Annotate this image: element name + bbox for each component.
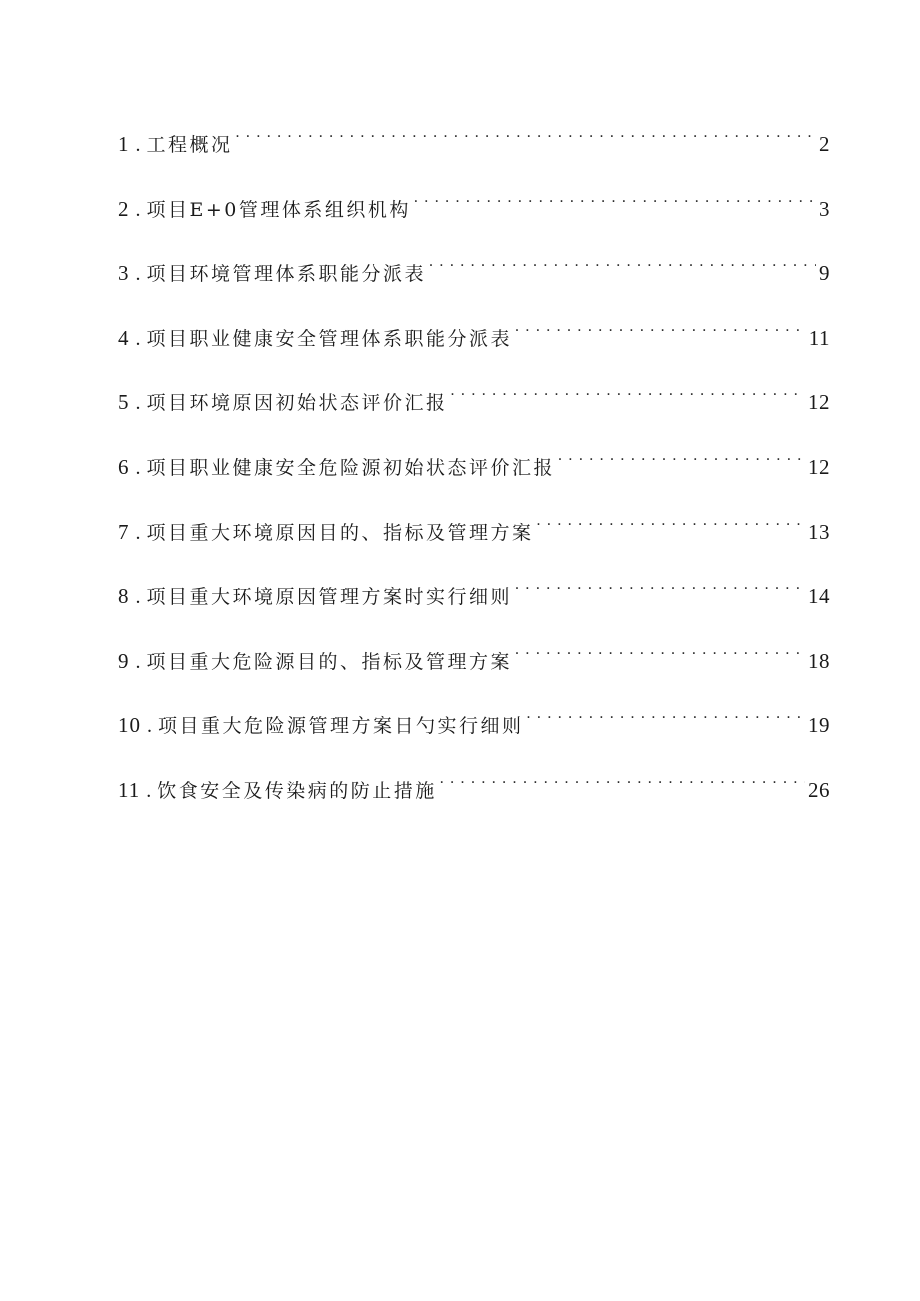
toc-entry-title: 项目环境管理体系职能分派表	[146, 263, 427, 286]
toc-entry-page: 3	[819, 196, 830, 221]
toc-entry-number: 9	[118, 648, 130, 673]
toc-entry-page: 19	[808, 713, 830, 738]
toc-entry-number: 6	[118, 454, 130, 479]
toc-entry-8[interactable]	[118, 578, 830, 643]
table-of-contents	[118, 126, 830, 837]
toc-entry-title: 项目重大环境原因目的、指标及管理方案	[146, 521, 534, 544]
toc-entry-4[interactable]	[118, 320, 830, 385]
toc-entry-title: 工程概况	[146, 134, 233, 156]
toc-dot-leader	[451, 390, 805, 409]
toc-entry-title: 项目环境原因初始状态评价汇报	[146, 392, 448, 415]
toc-entry-page: 11	[808, 325, 830, 350]
toc-dot-leader	[515, 584, 805, 603]
toc-entry-number: 8	[118, 584, 130, 609]
toc-entry-page: 9	[819, 261, 830, 286]
toc-entry-number: 2	[118, 196, 130, 221]
toc-entry-10[interactable]	[118, 707, 830, 772]
toc-dot-leader	[236, 132, 816, 151]
toc-entry-page: 14	[808, 584, 830, 609]
toc-dot-leader	[515, 649, 805, 668]
toc-entry-separator: .	[135, 521, 141, 544]
toc-entry-title: 项目职业健康安全危险源初始状态评价汇报	[146, 456, 556, 479]
toc-entry-1[interactable]	[118, 126, 830, 191]
toc-dot-leader	[558, 455, 805, 474]
toc-entry-title: 项目重大危险源管理方案日勺实行细则	[158, 715, 524, 738]
toc-entry-page: 18	[808, 648, 830, 673]
toc-entry-title: 项目重大环境原因管理方案时实行细则	[146, 586, 513, 609]
toc-entry-5[interactable]	[118, 384, 830, 449]
toc-entry-separator: .	[135, 198, 141, 221]
toc-entry-7[interactable]	[118, 514, 830, 579]
toc-entry-separator: .	[135, 586, 141, 609]
toc-entry-page: 26	[808, 777, 830, 802]
toc-dot-leader	[537, 520, 805, 539]
toc-entry-separator: .	[146, 779, 152, 802]
toc-entry-11[interactable]	[118, 772, 830, 837]
toc-dot-leader	[414, 197, 816, 216]
toc-entry-separator: .	[147, 715, 152, 738]
toc-entry-number: 7	[118, 519, 130, 544]
toc-entry-number: 4	[118, 325, 130, 350]
toc-entry-page: 12	[808, 390, 830, 415]
toc-entry-page: 2	[819, 132, 830, 156]
toc-entry-number: 5	[118, 390, 130, 415]
toc-entry-number: 11	[118, 777, 141, 802]
toc-entry-separator: .	[135, 650, 141, 673]
toc-entry-separator: .	[135, 134, 141, 156]
toc-entry-number: 10	[118, 713, 141, 738]
toc-entry-9[interactable]	[118, 643, 830, 708]
toc-entry-2[interactable]	[118, 191, 830, 256]
toc-dot-leader	[429, 261, 816, 280]
toc-dot-leader	[527, 713, 805, 732]
toc-entry-page: 12	[808, 454, 830, 479]
toc-entry-number: 1	[118, 132, 130, 156]
toc-entry-3[interactable]	[118, 255, 830, 320]
toc-entry-title: 饮食安全及传染病的防止措施	[157, 779, 437, 802]
toc-entry-separator: .	[135, 327, 141, 350]
toc-entry-title: 项目E+0管理体系组织机构	[146, 198, 411, 221]
toc-entry-separator: .	[135, 392, 141, 415]
toc-entry-title: 项目重大危险源目的、指标及管理方案	[146, 650, 513, 673]
toc-entry-separator: .	[135, 263, 141, 286]
toc-dot-leader	[515, 326, 806, 345]
toc-entry-page: 13	[808, 519, 830, 544]
toc-entry-title: 项目职业健康安全管理体系职能分派表	[146, 327, 513, 350]
toc-entry-6[interactable]	[118, 449, 830, 514]
toc-entry-number: 3	[118, 261, 130, 286]
toc-entry-separator: .	[135, 456, 141, 479]
toc-dot-leader	[440, 778, 805, 797]
